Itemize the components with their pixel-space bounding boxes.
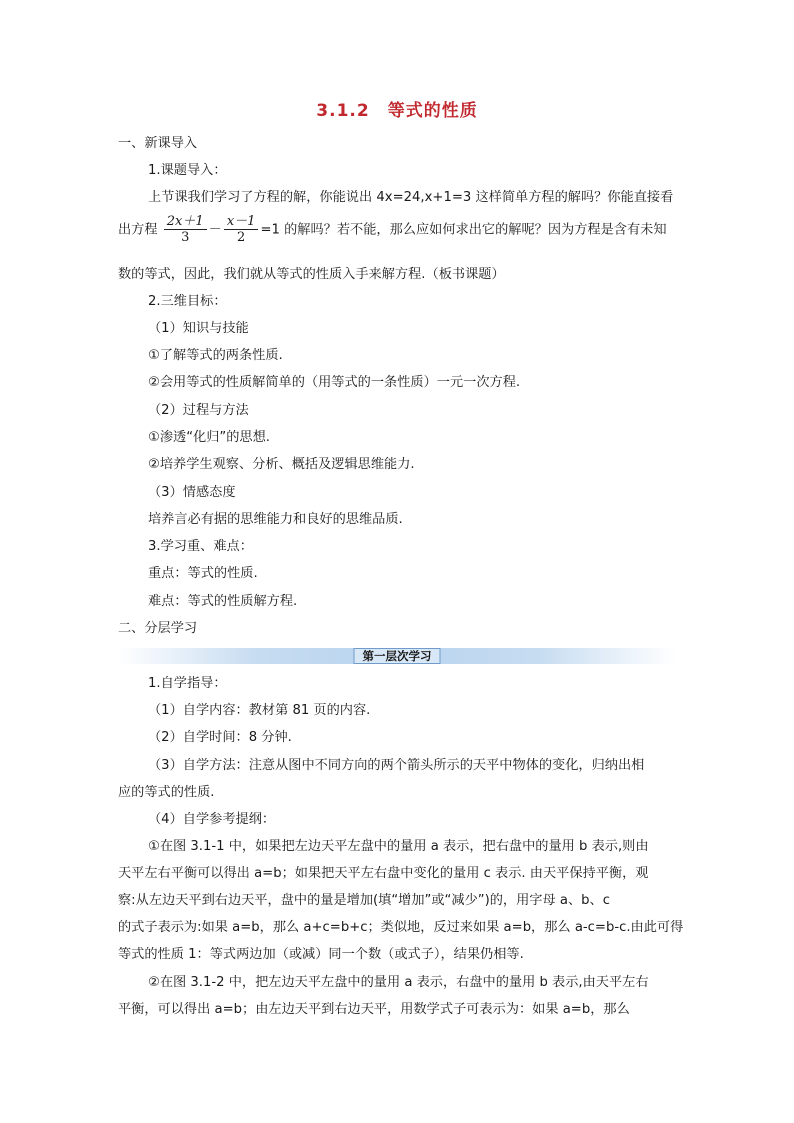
- goal-item: ①渗透“化归”的思想.: [148, 430, 270, 445]
- title-text: 等式的性质: [387, 101, 478, 121]
- fraction-2-numerator: x－1: [224, 214, 259, 230]
- goal-item: 培养言必有据的思维能力和良好的思维品质.: [148, 512, 403, 527]
- keypoint-item: 难点：等式的性质解方程.: [148, 594, 298, 609]
- study-item: 应的等式的性质.: [118, 785, 215, 800]
- page-title: [0, 96, 794, 121]
- intro-text: 出方程: [118, 222, 158, 238]
- study-item: （2）自学时间：8 分钟.: [148, 730, 292, 745]
- study-heading: 1.自学指导：: [148, 676, 227, 691]
- title-number: 3.1.2: [316, 101, 370, 121]
- goal-item: （1）知识与技能: [148, 321, 249, 336]
- intro-paragraph-line: 数的等式，因此，我们就从等式的性质入手来解方程.（板书课题）: [118, 267, 505, 282]
- goal-item: ②培养学生观察、分析、概括及逻辑思维能力.: [148, 457, 415, 472]
- keypoint-item: 重点：等式的性质.: [148, 566, 258, 581]
- study-item: （3）自学方法：注意从图中不同方向的两个箭头所示的天平中物体的变化，归纳出相: [148, 758, 645, 773]
- goal-item: （2）过程与方法: [148, 403, 249, 418]
- section-heading-intro: 一、新课导入: [118, 136, 198, 151]
- fraction-2-denominator: 2: [236, 230, 246, 245]
- outline-paragraph-line: 天平左右平衡可以得出 a=b；如果把天平左右盘中变化的量用 c 表示. 由天平保持平衡，观: [118, 866, 649, 881]
- outline-paragraph-line: ①在图 3.1-1 中，如果把左边天平左盘中的量用 a 表示，把右盘中的量用 b 表示,则由: [148, 839, 649, 854]
- study-item: （1）自学内容：教材第 81 页的内容.: [148, 703, 371, 718]
- intro-paragraph-line: 上节课我们学习了方程的解，你能说出 4x=24,x+1=3 这样简单方程的解吗？你能直接看: [148, 190, 674, 205]
- fraction-1-denominator: 3: [181, 230, 190, 245]
- fraction-1: [164, 214, 207, 245]
- intro-text: =1 的解吗？若不能，那么应如何求出它的解呢？因为方程是含有未知: [260, 222, 667, 238]
- keypoints-heading: 3.学习重、难点：: [148, 539, 253, 554]
- goal-item: ①了解等式的两条性质.: [148, 348, 283, 363]
- outline-paragraph-line: 平衡，可以得出 a=b；由左边天平到右边天平，用数学式子可表示为：如果 a=b，那么: [118, 1002, 630, 1017]
- outline-paragraph-line: ②在图 3.1-2 中，把左边天平左盘中的量用 a 表示，右盘中的量用 b 表示,由天平左右: [148, 975, 649, 990]
- outline-paragraph-line: 等式的性质 1：等式两边加（或减）同一个数（或式子），结果仍相等.: [118, 947, 524, 962]
- goal-item: ②会用等式的性质解简单的（用等式的一条性质）一元一次方程.: [148, 375, 521, 390]
- minus-sign: －: [208, 222, 222, 238]
- fraction-2: [224, 214, 259, 245]
- goals-heading: 2.三维目标：: [148, 294, 227, 309]
- outline-paragraph-line: 察:从左边天平到右边天平，盘中的量是增加(填“增加”或“减少”)的，用字母 a、b、c: [118, 893, 610, 908]
- intro-equation-line: [118, 214, 678, 247]
- intro-heading: 1.课题导入：: [148, 163, 227, 178]
- layer-banner-label: 第一层次学习: [354, 648, 441, 664]
- study-item: （4）自学参考提纲：: [148, 812, 276, 827]
- outline-paragraph-line: 的式子表示为:如果 a=b，那么 a+c=b+c；类似地，反过来如果 a=b，那么 a-c=b-c.由此可得: [118, 920, 684, 935]
- goal-item: （3）情感态度: [148, 485, 236, 500]
- layer-banner: [118, 648, 676, 664]
- fraction-1-numerator: 2x＋1: [164, 214, 207, 230]
- section-heading-layered: 二、分层学习: [118, 621, 198, 636]
